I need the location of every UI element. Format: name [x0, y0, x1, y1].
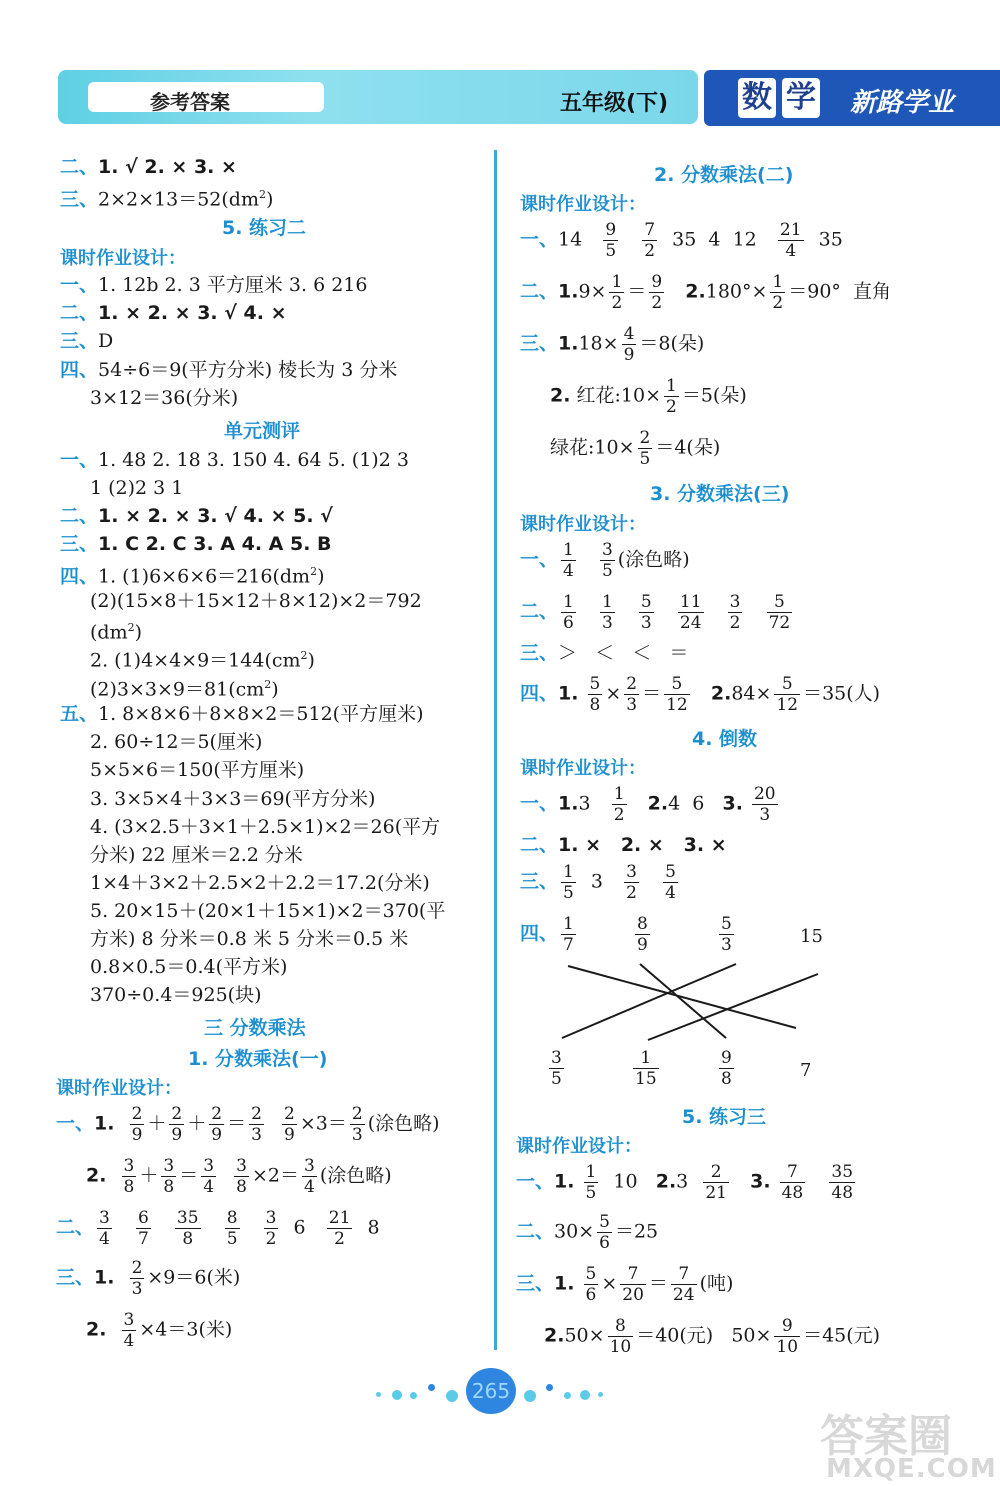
- answer-line: 四、 $\frac{1}{7}$: [520, 914, 574, 955]
- answer-line: 2.50× $\frac{8}{10}$ ＝40(元) 50× $\frac{9}{10}$ ＝45(元): [544, 1316, 881, 1357]
- column-divider: [494, 150, 497, 1350]
- brand-logo: 新路学业: [850, 88, 955, 118]
- section-heading: 3. 分数乘法(三): [650, 483, 790, 505]
- answer-line: 一、1. 48 2. 18 3. 150 4. 64 5. (1)2 3: [60, 449, 409, 471]
- answer-line: 三、D: [60, 330, 114, 352]
- answer-line: 2. 红花:10× $\frac{1}{2}$ ＝5(朵): [550, 376, 747, 417]
- decor-dot: [546, 1384, 553, 1391]
- answer-line: 二、30× $\frac{5}{6}$ ＝25: [516, 1212, 659, 1253]
- answer-line: 绿花:10× $\frac{2}{5}$ ＝4(朵): [550, 428, 721, 469]
- match-top-3: $\frac{5}{3}$: [721, 914, 732, 955]
- subsection-label: 课时作业设计：: [60, 248, 186, 269]
- answer-line: 一、1.3 $\frac{1}{2}$ 2.4 6 3. $\frac{20}{3}$: [520, 784, 776, 825]
- match-bottom-2: $\frac{1}{15}$: [635, 1048, 657, 1089]
- answer-line: 二、1. × 2. × 3. √ 4. × 5. √: [60, 505, 333, 527]
- answer-line: 一、14 $\frac{9}{5}$ $\frac{7}{2}$ 35 4 12 $\frac{21}{4}$ 35: [520, 220, 843, 261]
- answer-line: 三、1.18× $\frac{4}{9}$ ＝8(朵): [520, 324, 705, 365]
- answer-line: 二、1. × 2. × 3. ×: [520, 834, 727, 856]
- answer-line: 1×4＋3×2＋2.5×2＋2.2＝17.2(分米): [90, 872, 430, 894]
- answer-line: 四、54÷6＝9(平方分米) 棱长为 3 分米: [60, 359, 398, 381]
- answer-line: 一、1. $\frac{1}{5}$ 10 2.3 $\frac{2}{21}$ 3. $\frac{7}{48}$ $\frac{35}{48}$: [516, 1162, 854, 1203]
- header-label: 参考答案: [150, 90, 230, 114]
- decor-dot: [376, 1392, 381, 1397]
- answer-line: 0.8×0.5＝0.4(平方米): [90, 956, 288, 978]
- answer-line: 5×5×6＝150(平方厘米): [90, 759, 305, 781]
- answer-line: 五、1. 8×8×6＋8×8×2＝512(平方厘米): [60, 703, 424, 725]
- section-heading: 4. 倒数: [692, 728, 758, 750]
- header-grade: 五年级(下): [560, 91, 669, 116]
- decor-dot: [524, 1390, 536, 1402]
- answer-line: $(dm^2)$: [90, 621, 143, 644]
- chapter-heading: 三 分数乘法: [204, 1017, 306, 1039]
- answer-line: 二、1. × 2. × 3. √ 4. ×: [60, 302, 287, 324]
- section-heading: 5. 练习三: [682, 1106, 767, 1128]
- subsection-label: 课时作业设计：: [520, 194, 646, 215]
- answer-line: 2. $\frac{3}{4}$ ×4＝3(米): [86, 1310, 233, 1351]
- decor-dot: [580, 1390, 590, 1400]
- section-heading: 1. 分数乘法(一): [188, 1048, 328, 1070]
- answer-line: 3. 3×5×4＋3×3＝69(平方分米): [90, 788, 376, 810]
- answer-line: 三、$2\times 2\times 13=52(dm^2)$: [60, 188, 274, 211]
- answer-line: 一、 $\frac{1}{4}$ $\frac{3}{5}$ (涂色略): [520, 540, 690, 581]
- subject-char-2: 学: [782, 78, 820, 118]
- match-top-2: $\frac{8}{9}$: [637, 914, 648, 955]
- answer-line: 5. 20×15＋(20×1＋15×1)×2＝370(平: [90, 900, 446, 922]
- answer-line: 3×12＝36(分米): [90, 387, 239, 409]
- answer-line: 四、1. $\frac{5}{8}$ × $\frac{2}{3}$ ＝ $\frac{5}{12}$ 2.84× $\frac{5}{12}$ ＝35(人): [520, 674, 881, 715]
- answer-line: 四、1. $(1)6\times 6\times 6=216(dm^2)$: [60, 565, 325, 588]
- match-bottom-4: 7: [800, 1060, 812, 1081]
- answer-line: 三、1. $\frac{2}{3}$ ×9＝6(米): [56, 1258, 241, 1299]
- decor-dot: [392, 1390, 402, 1400]
- answer-line: 2. $(1)4\times 4\times 9=144(cm^2)$: [90, 649, 315, 672]
- answer-line: 二、1.9× $\frac{1}{2}$ ＝ $\frac{9}{2}$ 2.180°× $\frac{1}{2}$ ＝90° 直角: [520, 272, 892, 313]
- answer-line: 2. $\frac{3}{8}$ ＋ $\frac{3}{8}$ ＝ $\frac{3}{4}$ $\frac{3}{8}$ ×2＝ $\frac{3}{4}$ (涂色略): [86, 1156, 392, 1197]
- answer-line: (2)(15×8＋15×12＋8×12)×2＝792: [90, 590, 422, 612]
- subsection-label: 课时作业设计：: [56, 1078, 182, 1099]
- answer-line: 2. 60÷12＝5(厘米): [90, 731, 263, 753]
- answer-line: 370÷0.4＝925(块): [90, 984, 262, 1006]
- match-bottom-1: $\frac{3}{5}$: [551, 1048, 562, 1089]
- answer-line: 二、1. √ 2. × 3. ×: [60, 156, 237, 178]
- answer-line: 一、1. $\frac{2}{9}$ ＋ $\frac{2}{9}$ ＋ $\frac{2}{9}$ ＝ $\frac{2}{3}$ $\frac{2}{9}$ ×3＝ $\frac{2}{3}$ (涂色略): [56, 1104, 440, 1145]
- decor-dot: [410, 1392, 417, 1399]
- section-heading: 5. 练习二: [222, 217, 307, 239]
- decor-dot: [598, 1392, 603, 1397]
- match-bottom-3: $\frac{9}{8}$: [721, 1048, 732, 1089]
- answer-line: 三、1. C 2. C 3. A 4. A 5. B: [60, 533, 332, 555]
- answer-line: 二、 $\frac{3}{4}$ $\frac{6}{7}$ $\frac{35}{8}$ $\frac{8}{5}$ $\frac{3}{2}$ 6 $\frac{21}{2}$ 8: [56, 1208, 380, 1249]
- subject-char-1: 数: [738, 78, 776, 118]
- answer-line: $(2)3\times 3\times 9=81(cm^2)$: [90, 678, 279, 701]
- answer-line: 三、＞ ＜ ＜ ＝: [520, 642, 689, 664]
- watermark-url: MXQE.COM: [826, 1454, 997, 1484]
- subsection-label: 课时作业设计：: [520, 758, 646, 779]
- answer-line: 4. (3×2.5＋3×1＋2.5×1)×2＝26(平方: [90, 816, 441, 838]
- page-number: 265: [466, 1368, 516, 1414]
- answer-line: 分米) 22 厘米＝2.2 分米: [90, 844, 303, 866]
- subsection-label: 课时作业设计：: [520, 514, 646, 535]
- decor-dot: [446, 1390, 458, 1402]
- subsection-label: 课时作业设计：: [516, 1136, 642, 1157]
- match-top-4: 15: [800, 926, 823, 947]
- answer-line: 二、 $\frac{1}{6}$ $\frac{1}{3}$ $\frac{5}{3}$ $\frac{11}{24}$ $\frac{3}{2}$ $\frac{5}{72}$: [520, 592, 791, 633]
- decor-dot: [428, 1384, 435, 1391]
- decor-dot: [564, 1392, 571, 1399]
- matching-lines: [520, 950, 820, 1050]
- section-heading: 单元测评: [224, 420, 301, 442]
- answer-line: 1 (2)2 3 1: [90, 477, 184, 499]
- answer-line: 方米) 8 分米＝0.8 米 5 分米＝0.5 米: [90, 928, 409, 950]
- answer-line: 一、1. 12b 2. 3 平方厘米 3. 6 216: [60, 274, 368, 296]
- answer-line: 三、 $\frac{1}{5}$ 3 $\frac{3}{2}$ $\frac{5}{4}$: [520, 862, 676, 903]
- watermark-logo: 答案圈: [820, 1411, 952, 1462]
- answer-line: 三、1. $\frac{5}{6}$ × $\frac{7}{20}$ ＝ $\frac{7}{24}$ (吨): [516, 1264, 734, 1305]
- section-heading: 2. 分数乘法(二): [654, 164, 794, 186]
